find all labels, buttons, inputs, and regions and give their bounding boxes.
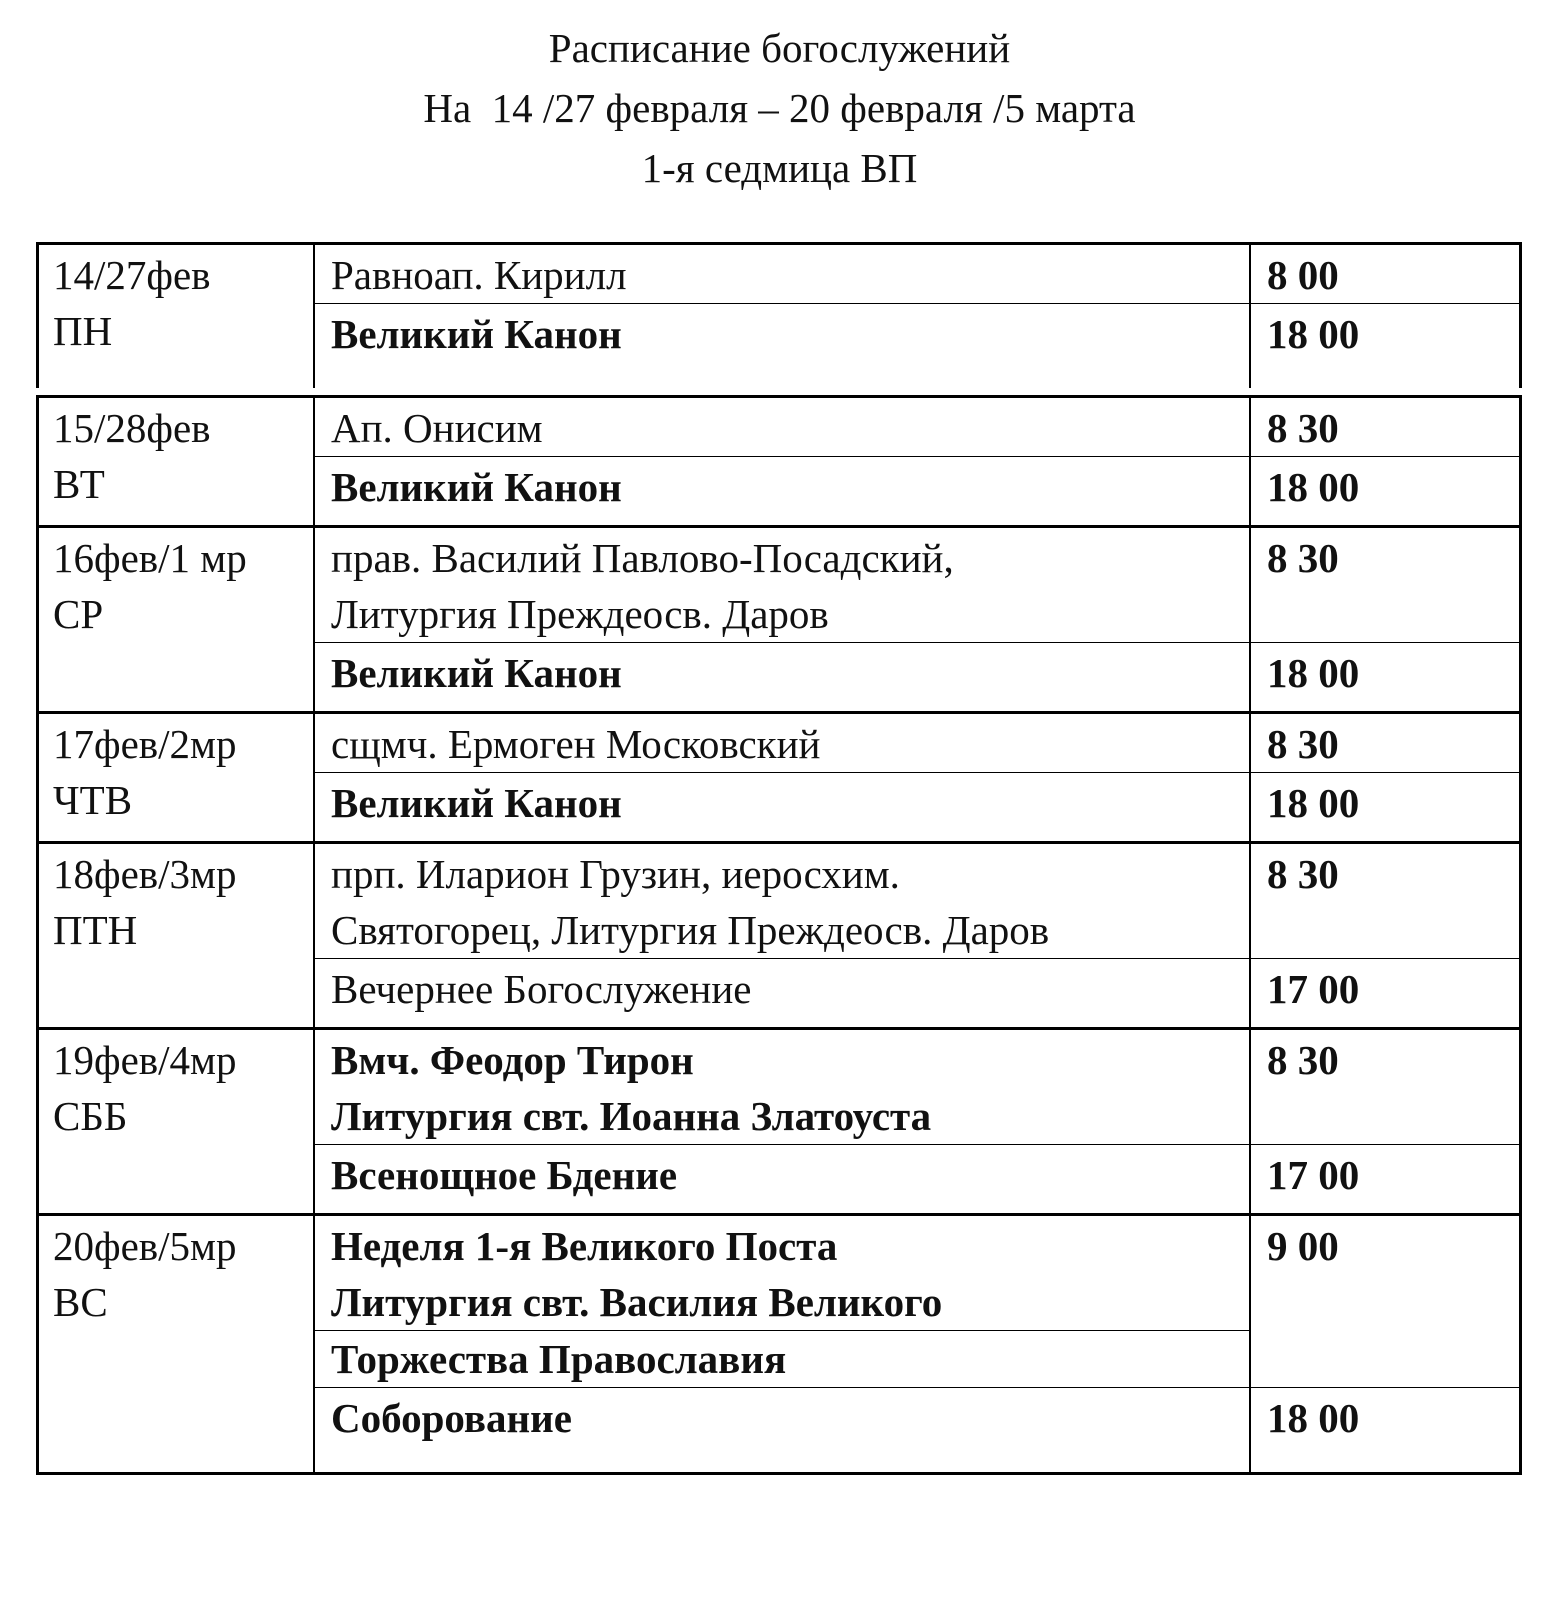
day-weekday: ВТ: [53, 461, 105, 507]
service-line: Литургия Преждеосв. Даров: [331, 591, 829, 637]
week-label: 1-я седмица ВП: [641, 145, 918, 191]
day-row: [36, 841, 1522, 1027]
service-line: сщмч. Ермоген Московский: [331, 721, 821, 767]
service-line: Вечернее Богослужение: [331, 966, 752, 1012]
service-entry: [315, 1030, 1519, 1144]
service-name: [315, 959, 1251, 1027]
service-name: [315, 528, 1251, 642]
day-date: 19фев/4мр: [53, 1037, 237, 1083]
day-date: 20фев/5мр: [53, 1223, 237, 1269]
service-line: Равноап. Кирилл: [331, 252, 627, 298]
service-name: [315, 457, 1251, 525]
day-weekday: ПТН: [53, 907, 138, 953]
schedule-table: [36, 242, 1522, 1475]
service-name: [315, 245, 1251, 303]
service-time: 8 30: [1267, 405, 1339, 451]
page-header: [0, 18, 1559, 198]
service-line: Великий Канон: [331, 650, 622, 696]
day-date-cell: [39, 1216, 315, 1472]
day-date: 16фев/1 мр: [53, 535, 247, 581]
service-name: [315, 714, 1251, 772]
day-row: [36, 395, 1522, 525]
service-entry: [315, 714, 1519, 772]
service-entry: [315, 303, 1519, 388]
day-date: 15/28фев: [53, 405, 211, 451]
service-line: Литургия свт. Иоанна Златоуста: [331, 1093, 932, 1139]
service-time: 8 30: [1267, 721, 1339, 767]
day-weekday: ЧТВ: [53, 777, 133, 823]
service-name: [315, 304, 1251, 388]
day-weekday: СББ: [53, 1093, 128, 1139]
day-date: 14/27фев: [53, 252, 211, 298]
service-time: 8 30: [1267, 535, 1339, 581]
service-time: 18 00: [1267, 1395, 1360, 1441]
day-date-cell: [39, 398, 315, 525]
day-row: [36, 1027, 1522, 1213]
service-time: 17 00: [1267, 966, 1360, 1012]
service-line: Великий Канон: [331, 780, 622, 826]
service-time: 17 00: [1267, 1152, 1360, 1198]
service-name: [315, 1216, 1251, 1387]
service-line: Всенощное Бдение: [331, 1152, 678, 1198]
service-time: 18 00: [1267, 464, 1360, 510]
service-entry: [315, 958, 1519, 1027]
service-name: [315, 1145, 1251, 1213]
service-name: [315, 643, 1251, 711]
day-weekday: СР: [53, 591, 104, 637]
service-time: 18 00: [1267, 650, 1360, 696]
service-line: Святогорец, Литургия Преждеосв. Даров: [331, 907, 1050, 953]
service-entry: [315, 1387, 1519, 1472]
service-time: 18 00: [1267, 780, 1360, 826]
service-entry: [315, 1216, 1519, 1387]
service-name: [315, 1388, 1251, 1472]
service-entry: [315, 772, 1519, 841]
service-time: 8 30: [1267, 1037, 1339, 1083]
date-range: На 14 /27 февраля – 20 февраля /5 марта: [423, 85, 1136, 131]
service-entry: [315, 398, 1519, 456]
service-name: [315, 398, 1251, 456]
day-date-cell: [39, 844, 315, 1027]
service-name: [315, 844, 1251, 958]
day-weekday: ПН: [53, 308, 113, 354]
service-entry: [315, 1144, 1519, 1213]
service-name: [315, 773, 1251, 841]
service-line: Литургия свт. Василия Великого: [331, 1279, 943, 1325]
service-line: Торжества Православия: [315, 1330, 1249, 1387]
service-time: 8 30: [1267, 851, 1339, 897]
service-line: Ап. Онисим: [331, 405, 543, 451]
service-entry: [315, 456, 1519, 525]
service-line: Великий Канон: [331, 311, 622, 357]
day-row: [36, 242, 1522, 388]
service-entry: [315, 844, 1519, 958]
service-line: Соборование: [331, 1395, 572, 1441]
day-date-cell: [39, 714, 315, 841]
service-entry: [315, 528, 1519, 642]
service-line: прав. Василий Павлово-Посадский,: [331, 535, 954, 581]
service-time: 9 00: [1267, 1223, 1339, 1269]
day-date-cell: [39, 528, 315, 711]
day-date: 17фев/2мр: [53, 721, 237, 767]
service-entry: [315, 642, 1519, 711]
day-row: [36, 525, 1522, 711]
service-line: прп. Иларион Грузин, иеросхим.: [331, 851, 900, 897]
service-line: Великий Канон: [331, 464, 622, 510]
day-row: [36, 1213, 1522, 1475]
day-date-cell: [39, 245, 315, 388]
service-time: 8 00: [1267, 252, 1339, 298]
day-weekday: ВС: [53, 1279, 108, 1325]
service-line: Вмч. Феодор Тирон: [331, 1037, 694, 1083]
service-time: 18 00: [1267, 311, 1360, 357]
service-entry: [315, 245, 1519, 303]
day-row: [36, 711, 1522, 841]
day-date: 18фев/3мр: [53, 851, 237, 897]
service-name: [315, 1030, 1251, 1144]
day-date-cell: [39, 1030, 315, 1213]
page-title: Расписание богослужений: [548, 25, 1011, 71]
service-line: Неделя 1-я Великого Поста: [331, 1223, 838, 1269]
